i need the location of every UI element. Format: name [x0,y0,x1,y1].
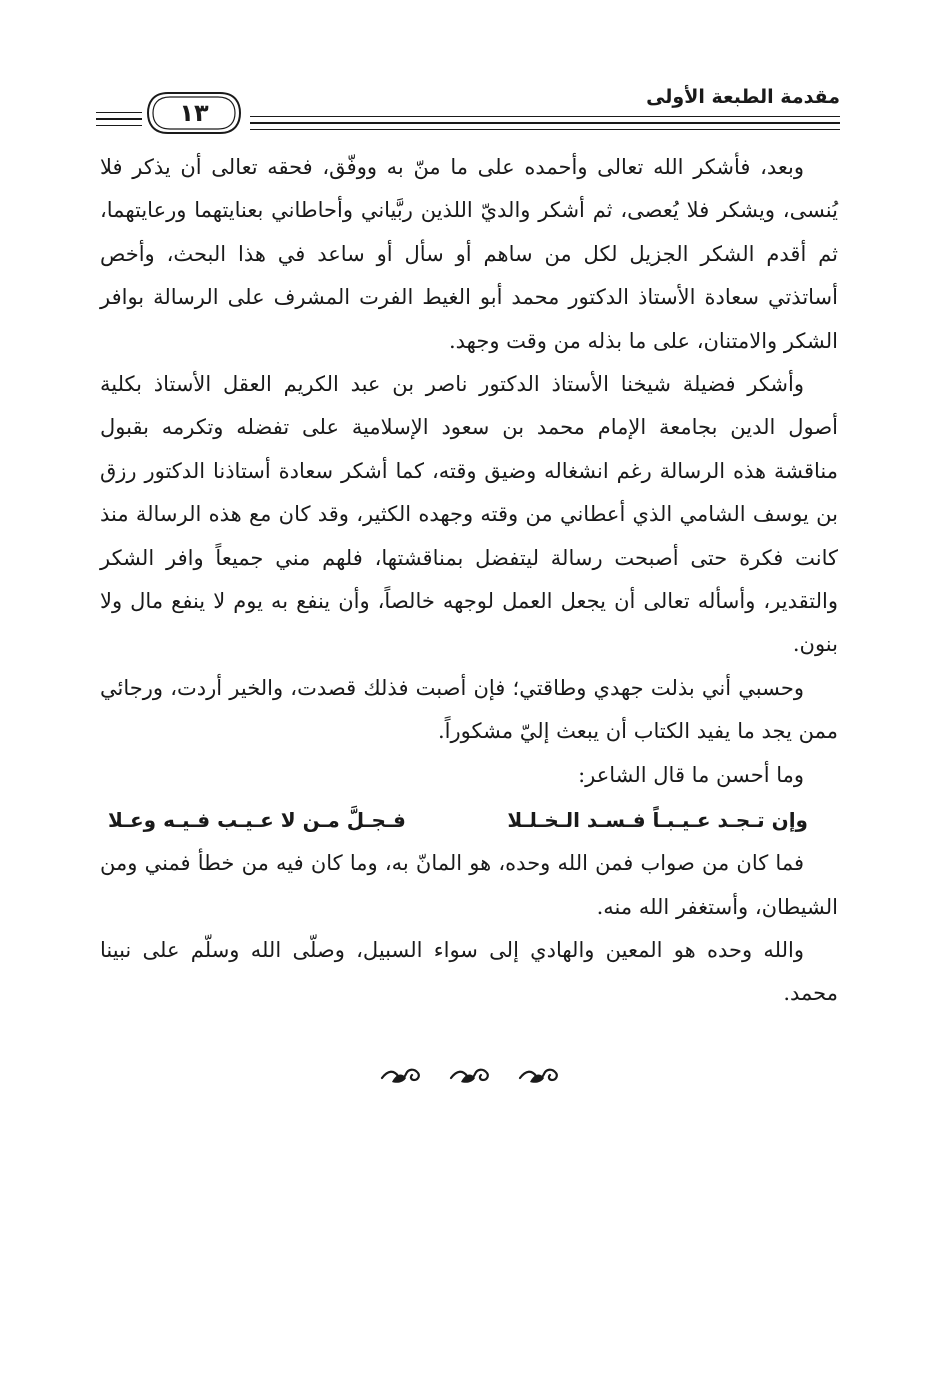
section-end-ornament [380,1060,560,1090]
header-rule [250,129,840,130]
running-title: مقدمة الطبعة الأولى [646,86,840,108]
page-header [96,78,840,138]
header-rule [96,118,142,120]
poem-hemistich-first: وإن تـجـد عـيـبـاً فـسـد الـخـلـلا [507,808,808,833]
page-number-frame [146,90,242,136]
main-text [100,146,838,1016]
fleuron-icon [449,1064,491,1086]
paragraph: فما كان من صواب فمن الله وحده، هو المانّ به، وما كان فيه من خطأ فمني ومن الشيطان، وأستغفر الله منه. [100,851,838,919]
poem-verse [100,799,838,842]
paragraph: وما أحسن ما قال الشاعر: [578,762,804,787]
paragraph: وبعد، فأشكر الله تعالى وأحمده على ما منّ به ووفّق، فحقه تعالى أن يذكر فلا يُنسى، ويشكر فلا يُعصى، ثم أشكر والديّ اللذين ربَّياني وأحاطاني بعنايتهما ورعايتهما، ثم أقدم الشكر الجزيل لكل من ساهم أو سأل أو ساعد في هذا البحث، وأخص أساتذتي سعادة الأستاذ الدكتور محمد أبو الغيط الفرت المشرف على الرسالة بوافر الشكر والامتنان، على ما بذله من وقت وجهد. [100,155,838,353]
paragraph: والله وحده هو المعين والهادي إلى سواء السبيل، وصلّى الله وسلّم على نبينا محمد. [100,937,838,1006]
header-rule [250,116,840,117]
page-number: ١٣ [179,99,209,127]
header-rule [250,122,840,124]
fleuron-icon [518,1064,560,1086]
paragraph: وحسبي أني بذلت جهدي وطاقتي؛ فإن أصبت فذلك قصدت، والخير أردت، ورجائي ممن يجد ما يفيد الكتاب أن يبعث إليّ مشكوراً. [100,675,838,744]
poem-hemistich-second: فـجـلَّ مـن لا عـيـب فـيـه وعـلا [108,808,406,833]
paragraph: وأشكر فضيلة شيخنا الأستاذ الدكتور ناصر بن عبد الكريم العقل الأستاذ بكلية أصول الدين بجامعة الإمام محمد بن سعود الإسلامية على تفضله وتكرمه بقبول مناقشة هذه الرسالة رغم انشغاله وضيق وقته، كما أشكر سعادة أستاذنا الدكتور رزق بن يوسف الشامي الذي أعطاني من وقته وجهده الكثير، وقد كان مع هذه الرسالة منذ كانت فكرة حتى أصبحت رسالة ليتفضل بمناقشتها، فلهم مني جميعاً وافر الشكر والتقدير، وأسأله تعالى أن يجعل العمل لوجهه خالصاً، وأن ينفع به يوم لا ينفع مال ولا بنون. [100,372,838,657]
header-rule [96,112,142,113]
fleuron-icon [380,1064,422,1086]
header-rule [96,125,142,126]
